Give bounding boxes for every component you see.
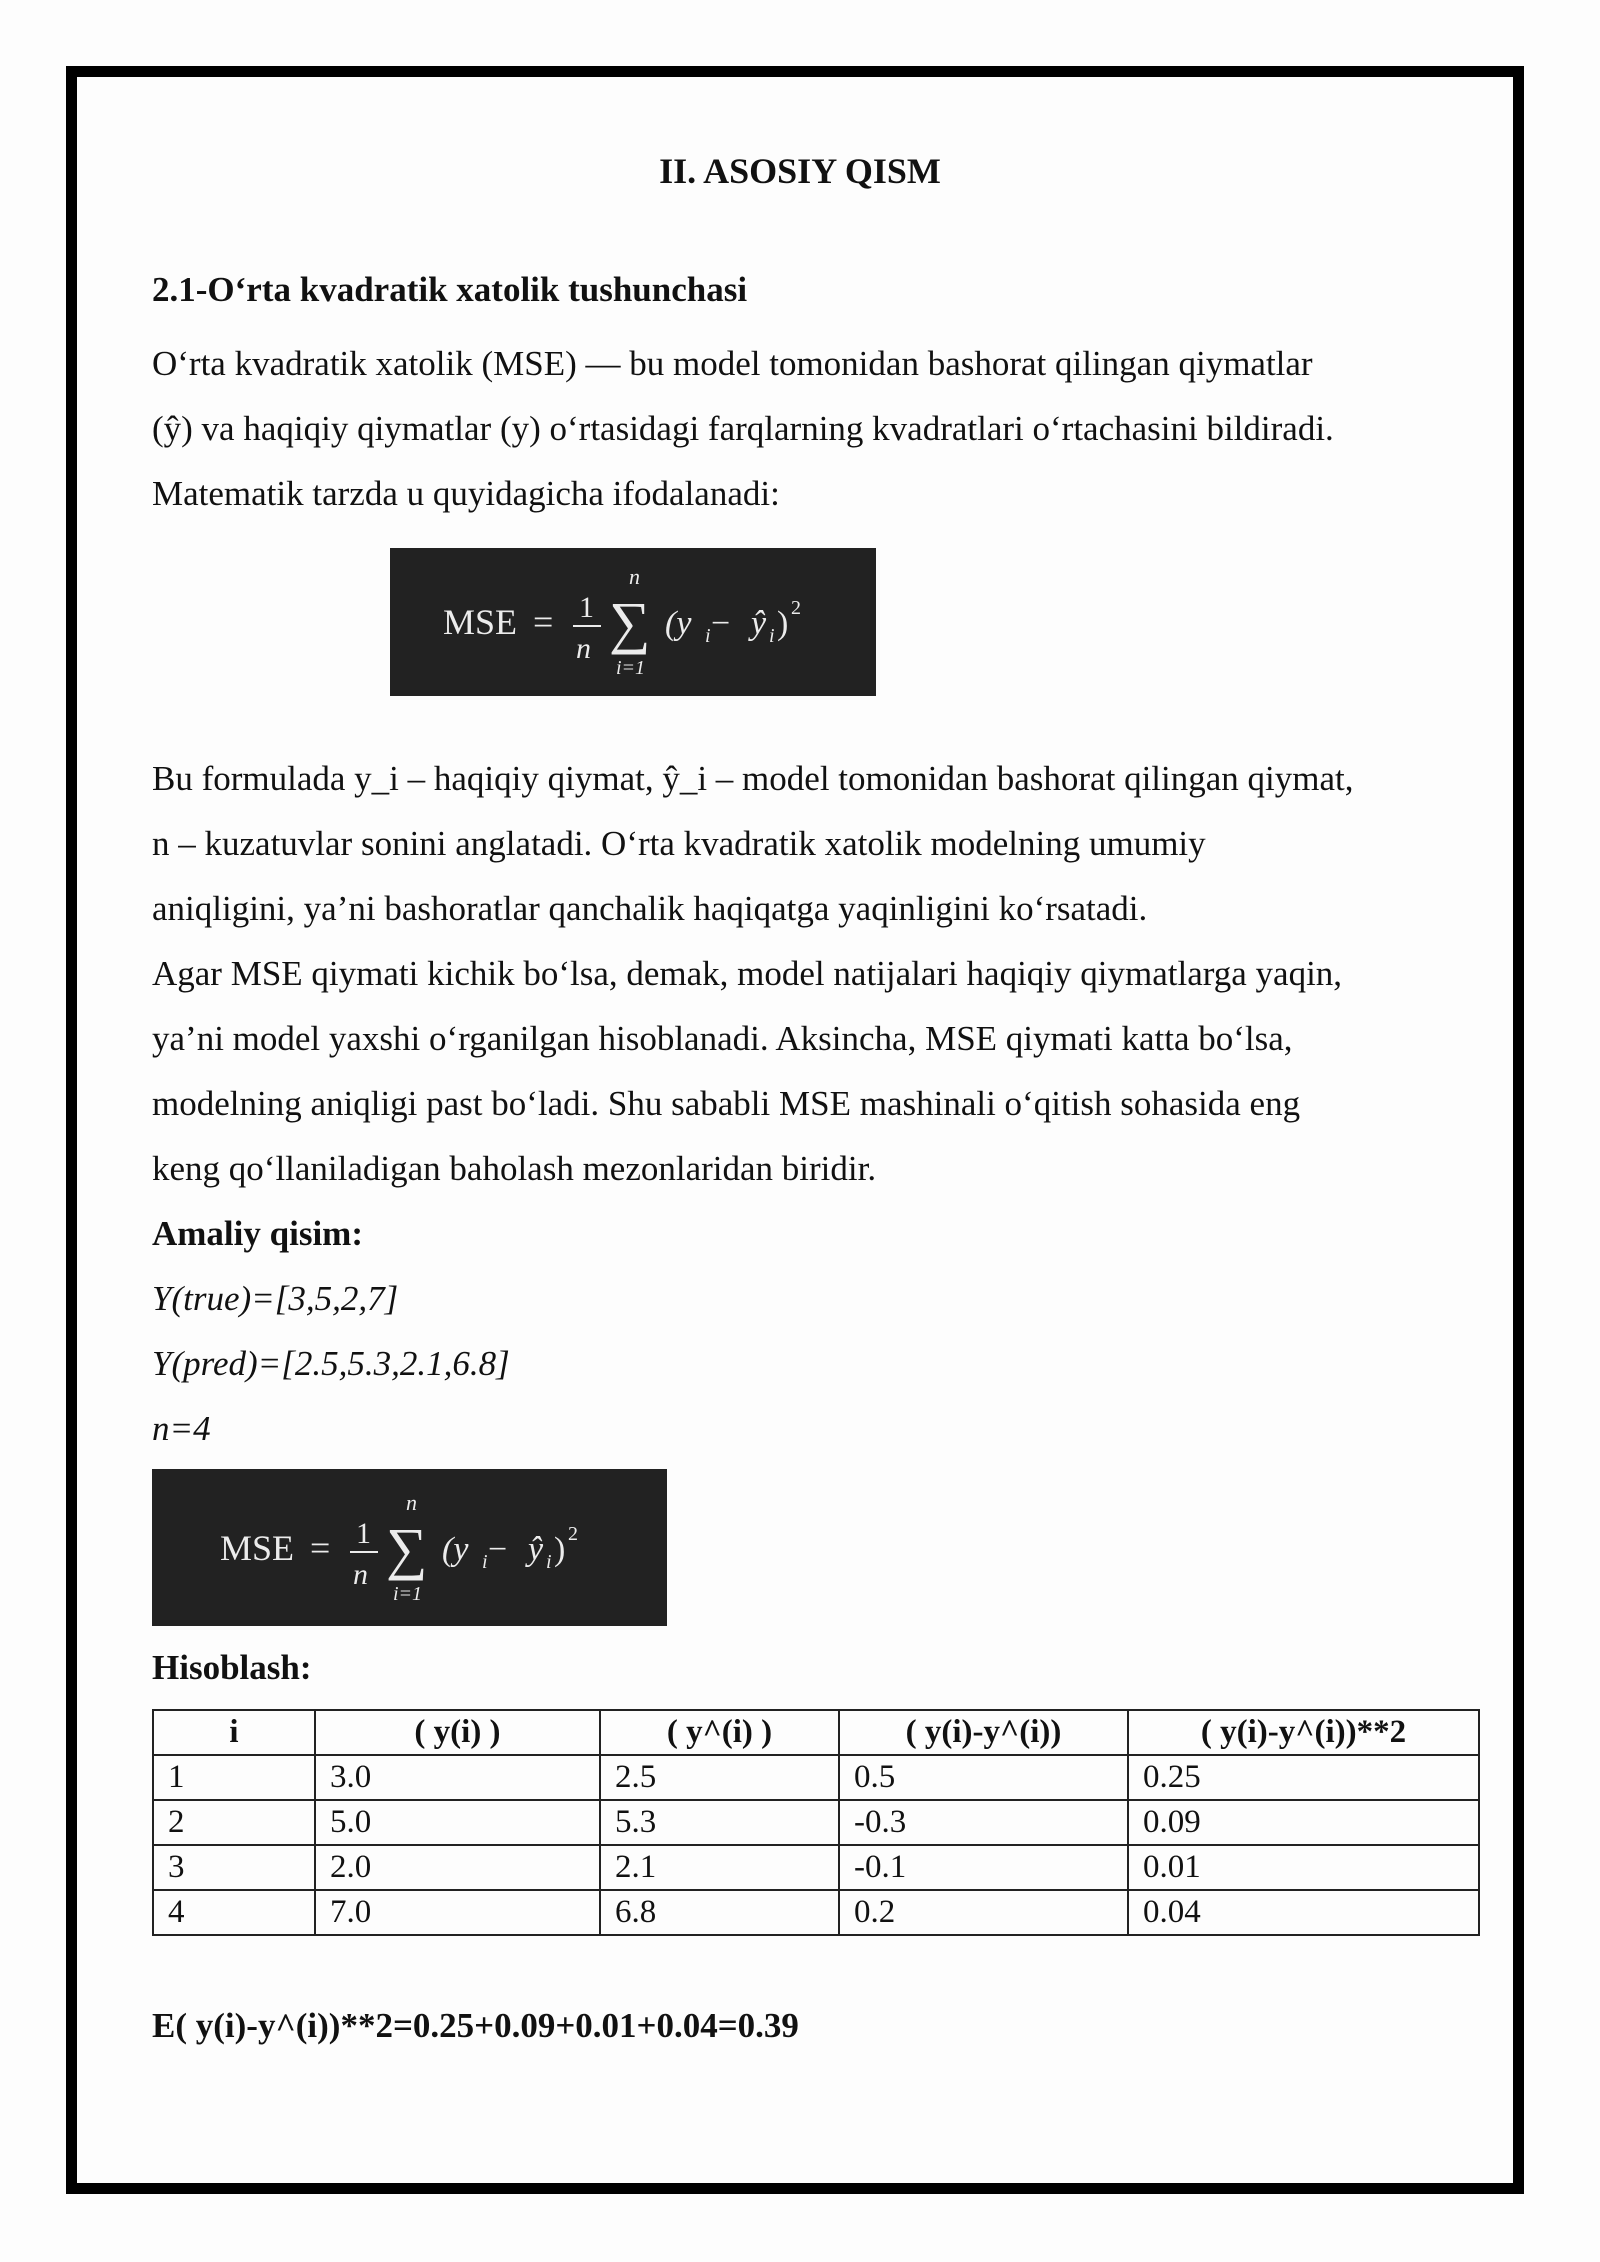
svg-text:−: −	[711, 605, 731, 642]
svg-text:ŷ: ŷ	[527, 1530, 543, 1568]
svg-text:i=1: i=1	[392, 1582, 422, 1605]
table-cell: 0.25	[1128, 1755, 1479, 1800]
table-cell: 2	[153, 1800, 315, 1845]
table-cell: 0.09	[1128, 1800, 1479, 1845]
svg-text:n: n	[352, 1557, 368, 1591]
body-line-4: Agar MSE qiymati kichik bo‘lsa, demak, model natijalari haqiqiy qiymatlarga yaqin,	[152, 954, 1343, 993]
intro-line-2: (ŷ) va haqiqiy qiymatlar (y) o‘rtasidagi farqlarning kvadratlari o‘rtachasini bildiradi.	[152, 409, 1334, 448]
table-cell: 0.2	[839, 1890, 1128, 1935]
svg-text:2: 2	[791, 597, 801, 619]
table-row	[153, 1800, 1479, 1845]
table-cell: 5.0	[315, 1800, 600, 1845]
svg-text:n: n	[629, 564, 640, 589]
sum-result: E( y(i)-y^(i))**2=0.25+0.09+0.01+0.04=0.39	[152, 2006, 799, 2045]
svg-text:i: i	[481, 1550, 488, 1573]
svg-text:i: i	[705, 625, 711, 647]
mse-formula-image-2	[152, 1469, 667, 1626]
body-line-1: Bu formulada y_i – haqiqiy qiymat, ŷ_i – model tomonidan bashorat qilingan qiymat,	[152, 759, 1354, 798]
table-header-cell: ( y^(i) )	[600, 1710, 839, 1755]
body-line-3: aniqligini, ya’ni bashoratlar qanchalik haqiqatga yaqinligini ko‘rsatadi.	[152, 889, 1148, 928]
table-header-cell: ( y(i) )	[315, 1710, 600, 1755]
svg-text:): )	[553, 1530, 565, 1568]
svg-text:MSE: MSE	[219, 1527, 294, 1568]
calculation-table	[152, 1709, 1480, 1936]
table-cell: 2.1	[600, 1845, 839, 1890]
svg-text:(y: (y	[441, 1530, 468, 1568]
table-cell: 3.0	[315, 1755, 600, 1800]
table-row	[153, 1890, 1479, 1935]
table-header-cell: i	[153, 1710, 315, 1755]
table-cell: 7.0	[315, 1890, 600, 1935]
section-heading: 2.1-O‘rta kvadratik xatolik tushunchasi	[152, 270, 748, 309]
svg-text:): )	[777, 605, 789, 642]
body-line-6: modelning aniqligi past bo‘ladi. Shu sababli MSE mashinali o‘qitish sohasida eng	[152, 1084, 1301, 1123]
mse-formula-image	[390, 548, 876, 696]
svg-text:2: 2	[567, 1522, 578, 1545]
svg-text:i: i	[545, 1550, 552, 1573]
y-true-values: Y(true)=[3,5,2,7]	[152, 1279, 399, 1318]
body-line-2: n – kuzatuvlar sonini anglatadi. O‘rta kvadratik xatolik modelning umumiy	[152, 824, 1206, 863]
table-cell: 0.5	[839, 1755, 1128, 1800]
practical-heading: Amaliy qisim:	[152, 1214, 363, 1253]
svg-text:MSE: MSE	[443, 602, 518, 642]
table-cell: 6.8	[600, 1890, 839, 1935]
table-cell: 1	[153, 1755, 315, 1800]
svg-text:1: 1	[355, 1516, 371, 1550]
table-cell: -0.1	[839, 1845, 1128, 1890]
n-value: n=4	[152, 1409, 211, 1448]
svg-text:ŷ: ŷ	[751, 605, 767, 642]
intro-line-3: Matematik tarzda u quyidagicha ifodalanadi:	[152, 474, 780, 513]
svg-text:1: 1	[579, 591, 594, 624]
y-pred-values: Y(pred)=[2.5,5.3,2.1,6.8]	[152, 1344, 510, 1383]
table-cell: 4	[153, 1890, 315, 1935]
mse-formula-2	[210, 1488, 610, 1608]
table-cell: 0.04	[1128, 1890, 1479, 1935]
svg-text:n: n	[576, 632, 591, 665]
svg-text:i: i	[769, 625, 775, 647]
body-line-5: ya’ni model yaxshi o‘rganilgan hisoblanadi. Aksincha, MSE qiymati katta bo‘lsa,	[152, 1019, 1293, 1058]
table-row	[153, 1755, 1479, 1800]
calc-heading: Hisoblash:	[152, 1648, 312, 1687]
table-header-cell: ( y(i)-y^(i))**2	[1128, 1710, 1479, 1755]
svg-text:=: =	[533, 602, 554, 642]
table-header-cell: ( y(i)-y^(i))	[839, 1710, 1128, 1755]
table-cell: 2.5	[600, 1755, 839, 1800]
svg-text:i=1: i=1	[616, 657, 646, 679]
sigma-symbol: ∑	[385, 1515, 427, 1581]
body-line-7: keng qo‘llaniladigan baholash mezonlaridan biridir.	[152, 1149, 877, 1188]
sigma-symbol: ∑	[609, 590, 651, 655]
intro-line-1: O‘rta kvadratik xatolik (MSE) — bu model tomonidan bashorat qilingan qiymatlar	[152, 344, 1313, 383]
table-cell: 2.0	[315, 1845, 600, 1890]
svg-text:−: −	[487, 1530, 507, 1568]
table-cell: 0.01	[1128, 1845, 1479, 1890]
svg-text:n: n	[405, 1489, 417, 1515]
mse-formula	[433, 562, 833, 682]
table-cell: 5.3	[600, 1800, 839, 1845]
svg-text:(y: (y	[665, 605, 692, 642]
table-cell: 3	[153, 1845, 315, 1890]
table-row	[153, 1845, 1479, 1890]
page-title: II. ASOSIY QISM	[659, 151, 941, 191]
table-cell: -0.3	[839, 1800, 1128, 1845]
table-header-row	[153, 1710, 1479, 1755]
svg-text:=: =	[309, 1527, 330, 1568]
